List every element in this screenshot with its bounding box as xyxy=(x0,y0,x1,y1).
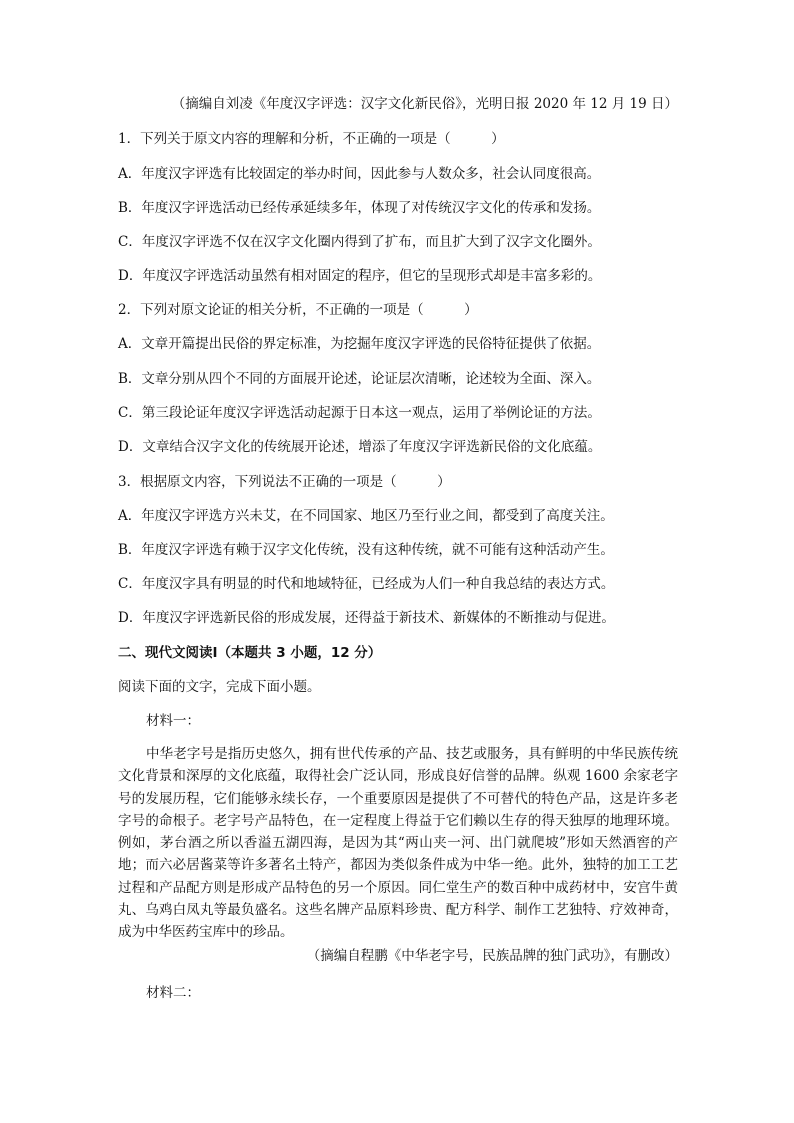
question-3-stem: 3．根据原文内容，下列说法不正确的一项是（ ） xyxy=(118,474,451,490)
material-1-label: 材料一： xyxy=(146,713,200,729)
material-1-paragraph: 中华老字号是指历史悠久，拥有世代传承的产品、技艺或服务，具有鲜明的中华民族传统文化背景和深厚的文化底蕴，取得社会广泛认同，形成良好信誉的品牌。纵观 1600 余家老字号的发展历程，它们能够永续长存，一个重要原因是提供了不可替代的特色产品，这是许多老字号的命根子。老字号产品特色，在一定程度上得益于它们赖以生存的得天独厚的地理环境。例如，茅台酒之所以香溢五湖四海，是因为其“两山夹一河、出门就爬坡”形如天然酒窖的产地；而六必居酱菜等许多著名土特产，都因为类似条件成为中华一绝。此外，独特的加工工艺过程和产品配方则是形成产品特色的另一个原因。同仁堂生产的数百种中成药材中，安宫牛黄丸、乌鸡白凤丸等最负盛名。这些名牌产品原料珍贵、配方科学、制作工艺独特、疗效神奇，成为中华医药宝库中的珍品。 xyxy=(118,746,678,941)
question-3-option-d: D．年度汉字评选新民俗的形成发展，还得益于新技术、新媒体的不断推动与促进。 xyxy=(118,610,615,626)
question-1-option-d: D．年度汉字评选活动虽然有相对固定的程序，但它的呈现形式却是丰富多彩的。 xyxy=(118,268,602,284)
question-1-option-c: C．年度汉字评选不仅在汉字文化圈内得到了扩布，而且扩大到了汉字文化圈外。 xyxy=(118,234,601,250)
question-1-option-a: A．年度汉字评选有比较固定的举办时间，因此参与人数众多，社会认同度很高。 xyxy=(118,166,601,182)
question-1-option-b: B．年度汉字评选活动已经传承延续多年，体现了对传统汉字文化的传承和发扬。 xyxy=(118,200,601,216)
question-3-option-c: C．年度汉字具有明显的时代和地域特征，已经成为人们一种自我总结的表达方式。 xyxy=(118,576,615,592)
material-2-label: 材料二： xyxy=(146,985,200,1001)
question-3-option-b: B．年度汉字评选有赖于汉字文化传统，没有这种传统，就不可能有这种活动产生。 xyxy=(118,542,614,558)
material-source-citation: （摘编自刘凌《年度汉字评选：汉字文化新民俗》，光明日报 2020 年 12 月 19 日） xyxy=(171,96,678,112)
question-3-option-a: A．年度汉字评选方兴未艾，在不同国家、地区乃至行业之间，都受到了高度关注。 xyxy=(118,508,614,524)
section-heading: 二、现代文阅读Ⅰ（本题共 3 小题，12 分） xyxy=(118,645,382,661)
section-instruction: 阅读下面的文字，完成下面小题。 xyxy=(118,679,321,695)
material-1-source-citation: （摘编自程鹏《中华老字号，民族品牌的独门武功》，有删改） xyxy=(306,948,678,964)
question-1-stem: 1．下列关于原文内容的理解和分析，不正确的一项是（ ） xyxy=(118,131,505,147)
question-2-option-c: C．第三段论证年度汉字评选活动起源于日本这一观点，运用了举例论证的方法。 xyxy=(118,405,601,421)
question-2-option-d: D．文章结合汉字文化的传统展开论述，增添了年度汉字评选新民俗的文化底蕴。 xyxy=(118,439,602,455)
question-2-option-b: B．文章分别从四个不同的方面展开论述，论证层次清晰，论述较为全面、深入。 xyxy=(118,371,601,387)
question-2-option-a: A．文章开篇提出民俗的界定标准，为挖掘年度汉字评选的民俗特征提供了依据。 xyxy=(118,336,601,352)
question-2-stem: 2．下列对原文论证的相关分析，不正确的一项是（ ） xyxy=(118,302,478,318)
